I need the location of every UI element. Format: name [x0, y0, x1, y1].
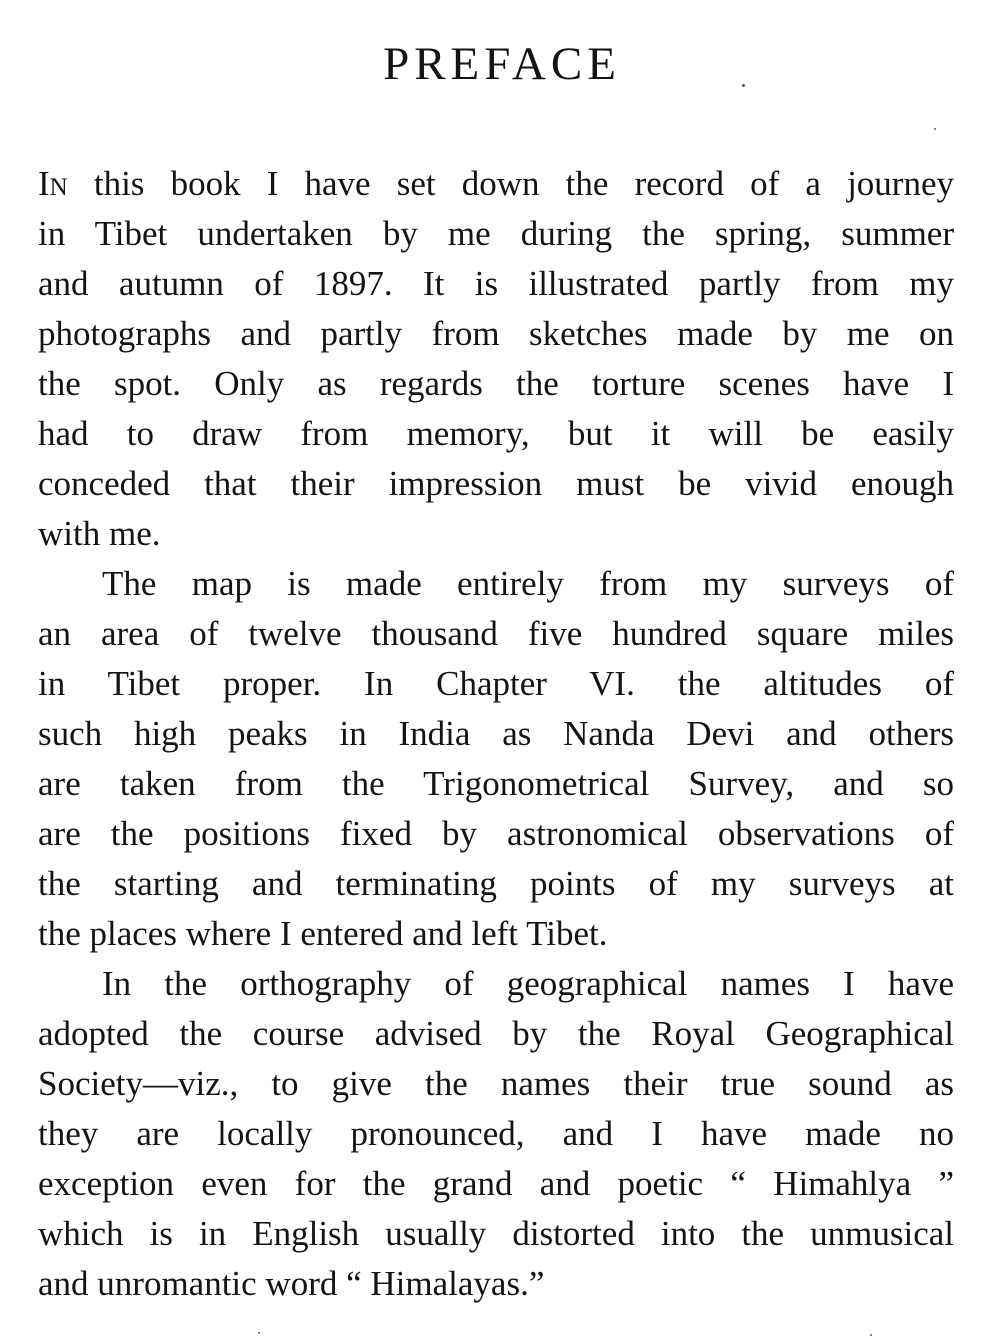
text-line: are taken from the Trigonometrical Survey, and so	[38, 764, 954, 803]
text-line: they are locally pronounced, and I have made no	[38, 1114, 954, 1153]
page-title: PREFACE	[383, 38, 621, 90]
text-line: adopted the course advised by the Royal Geographical	[38, 1014, 954, 1053]
text-line: in Tibet undertaken by me during the spring, summer	[38, 214, 954, 253]
text-line: photographs and partly from sketches made by me on	[38, 314, 954, 353]
text-line: in Tibet proper. In Chapter VI. the altitudes of	[38, 664, 954, 703]
drop-small-caps-word: In	[38, 164, 68, 203]
text-line: conceded that their impression must be vivid enough	[38, 464, 954, 503]
text-line: the starting and terminating points of my surveys at	[38, 864, 954, 903]
text-line: which is in English usually distorted into the unmusical	[38, 1214, 954, 1253]
scan-speck	[258, 1332, 260, 1334]
text-line: with me.	[38, 514, 161, 553]
text-line: exception even for the grand and poetic “ Himahlya ”	[38, 1164, 954, 1203]
text-line: Society—viz., to give the names their true sound as	[38, 1064, 954, 1103]
text-line: The map is made entirely from my surveys of	[102, 564, 954, 603]
text-line: and autumn of 1897. It is illustrated partly from my	[38, 264, 954, 303]
scan-speck	[742, 84, 745, 87]
text-line: an area of twelve thousand five hundred square miles	[38, 614, 954, 653]
text-line: are the positions fixed by astronomical observations of	[38, 814, 954, 853]
text-line: the spot. Only as regards the torture scenes have I	[38, 364, 954, 403]
text-line: and unromantic word “ Himalayas.”	[38, 1264, 545, 1303]
text-line: In this book I have set down the record of a journey	[38, 164, 954, 203]
text-line: had to draw from memory, but it will be easily	[38, 414, 954, 453]
text-line: such high peaks in India as Nanda Devi and others	[38, 714, 954, 753]
text-line: In the orthography of geographical names I have	[102, 964, 954, 1003]
scan-speck	[870, 1334, 872, 1336]
text-line: the places where I entered and left Tibet.	[38, 914, 608, 953]
scan-speck	[934, 128, 936, 130]
